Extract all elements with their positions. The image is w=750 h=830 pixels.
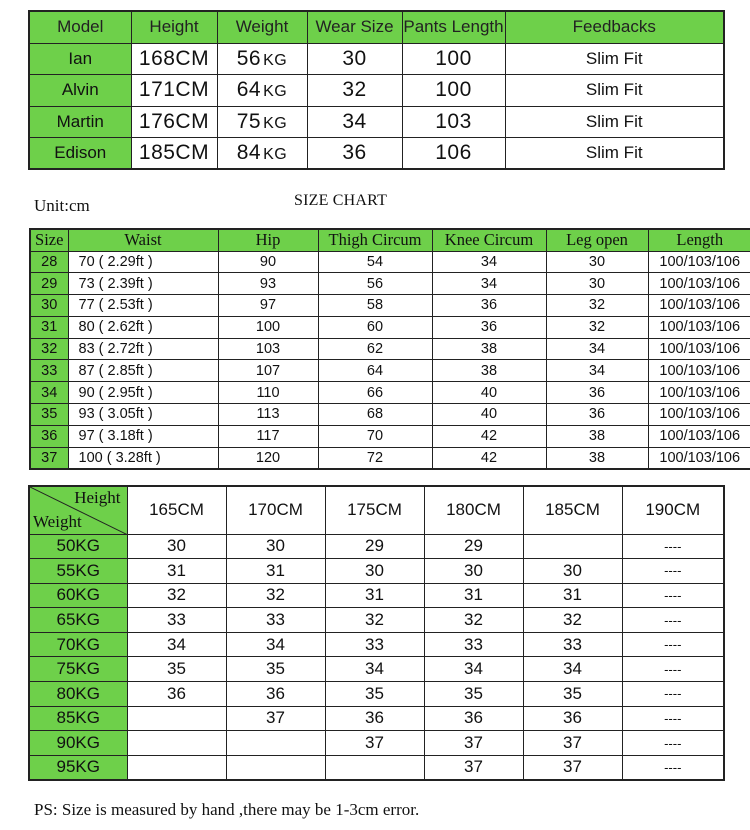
- weight-value: 75: [236, 109, 262, 133]
- size-cell-thigh-circum: 54: [318, 251, 432, 273]
- size-cell-length: 100/103/106: [648, 273, 750, 295]
- size-cell-size: 30: [30, 295, 68, 317]
- recommended-size-cell: [127, 706, 226, 731]
- header-pants-length: Pants Length: [402, 11, 505, 43]
- size-row: [30, 425, 750, 447]
- recommended-size-cell: [523, 534, 622, 559]
- size-chart-header-row: [30, 229, 750, 251]
- weight-label: 80KG: [29, 682, 127, 707]
- size-cell-waist: 77 ( 2.53ft ): [68, 295, 218, 317]
- recommended-size-cell: 37: [325, 731, 424, 756]
- size-cell-knee-circum: 40: [432, 404, 546, 426]
- model-reference-table: [28, 10, 725, 170]
- weight-label: 95KG: [29, 755, 127, 780]
- weight-row: [29, 755, 724, 780]
- recommended-size-cell: [226, 755, 325, 780]
- recommended-size-cell: 35: [226, 657, 325, 682]
- size-cell-hip: 110: [218, 382, 318, 404]
- size-cell-leg-open: 34: [546, 360, 648, 382]
- weight-label: 55KG: [29, 559, 127, 584]
- header-leg-open: Leg open: [546, 229, 648, 251]
- corner-cell: [29, 486, 127, 534]
- size-cell-size: 31: [30, 316, 68, 338]
- model-pants-length: 100: [402, 43, 505, 75]
- recommended-size-cell: 32: [523, 608, 622, 633]
- size-cell-thigh-circum: 68: [318, 404, 432, 426]
- weight-row: [29, 608, 724, 633]
- size-cell-knee-circum: 36: [432, 295, 546, 317]
- size-row: [30, 404, 750, 426]
- header-height: Height: [131, 11, 217, 43]
- header-knee-circum: Knee Circum: [432, 229, 546, 251]
- size-cell-knee-circum: 34: [432, 251, 546, 273]
- model-wear-size: 34: [307, 106, 402, 138]
- size-cell-thigh-circum: 56: [318, 273, 432, 295]
- weight-unit: KG: [263, 83, 288, 101]
- size-cell-length: 100/103/106: [648, 425, 750, 447]
- recommended-size-cell: [226, 731, 325, 756]
- model-row-ian: [29, 43, 724, 75]
- size-row: [30, 316, 750, 338]
- weight-value: 64: [236, 78, 262, 102]
- weight-label: 85KG: [29, 706, 127, 731]
- size-cell-hip: 107: [218, 360, 318, 382]
- size-cell-size: 35: [30, 404, 68, 426]
- size-chart-title: SIZE CHART: [294, 192, 388, 209]
- model-table-header-row: [29, 11, 724, 43]
- size-cell-waist: 97 ( 3.18ft ): [68, 425, 218, 447]
- size-cell-waist: 90 ( 2.95ft ): [68, 382, 218, 404]
- model-pants-length: 100: [402, 75, 505, 107]
- model-pants-length: 106: [402, 138, 505, 170]
- size-cell-leg-open: 30: [546, 251, 648, 273]
- size-cell-knee-circum: 42: [432, 425, 546, 447]
- model-wear-size: 32: [307, 75, 402, 107]
- size-cell-size: 29: [30, 273, 68, 295]
- size-cell-knee-circum: 34: [432, 273, 546, 295]
- size-cell-waist: 80 ( 2.62ft ): [68, 316, 218, 338]
- recommended-size-cell: ----: [622, 755, 724, 780]
- recommended-size-cell: ----: [622, 534, 724, 559]
- header-height-175: 175CM: [325, 486, 424, 534]
- recommended-size-cell: ----: [622, 682, 724, 707]
- size-cell-hip: 120: [218, 447, 318, 469]
- model-feedback: Slim Fit: [505, 75, 724, 107]
- recommended-size-cell: 34: [424, 657, 523, 682]
- header-size: Size: [30, 229, 68, 251]
- weight-label: 65KG: [29, 608, 127, 633]
- recommended-size-cell: 36: [523, 706, 622, 731]
- weight-label: 50KG: [29, 534, 127, 559]
- footnote: PS: Size is measured by hand ,there may be 1-3cm error.: [34, 800, 420, 819]
- recommended-size-cell: ----: [622, 731, 724, 756]
- recommended-size-cell: 31: [127, 559, 226, 584]
- size-cell-hip: 97: [218, 295, 318, 317]
- recommended-size-cell: 35: [424, 682, 523, 707]
- size-cell-length: 100/103/106: [648, 360, 750, 382]
- model-weight: [217, 43, 307, 75]
- size-cell-waist: 73 ( 2.39ft ): [68, 273, 218, 295]
- recommended-size-cell: ----: [622, 657, 724, 682]
- recommended-size-cell: 30: [226, 534, 325, 559]
- size-cell-leg-open: 32: [546, 316, 648, 338]
- size-cell-length: 100/103/106: [648, 316, 750, 338]
- recommended-size-cell: 37: [523, 755, 622, 780]
- recommended-size-cell: 35: [127, 657, 226, 682]
- weight-row: [29, 706, 724, 731]
- weight-unit: KG: [263, 146, 288, 163]
- recommended-size-cell: 33: [127, 608, 226, 633]
- recommended-size-cell: 32: [424, 608, 523, 633]
- size-cell-hip: 90: [218, 251, 318, 273]
- size-cell-thigh-circum: 66: [318, 382, 432, 404]
- header-wear-size: Wear Size: [307, 11, 402, 43]
- recommended-size-cell: 33: [424, 632, 523, 657]
- size-row: [30, 273, 750, 295]
- size-cell-length: 100/103/106: [648, 295, 750, 317]
- size-cell-waist: 83 ( 2.72ft ): [68, 338, 218, 360]
- size-cell-thigh-circum: 62: [318, 338, 432, 360]
- model-wear-size: 30: [307, 43, 402, 75]
- size-cell-waist: 70 ( 2.29ft ): [68, 251, 218, 273]
- recommended-size-cell: [325, 755, 424, 780]
- size-cell-length: 100/103/106: [648, 382, 750, 404]
- size-cell-leg-open: 30: [546, 273, 648, 295]
- size-cell-thigh-circum: 72: [318, 447, 432, 469]
- size-cell-leg-open: 36: [546, 404, 648, 426]
- weight-row: [29, 534, 724, 559]
- recommended-size-cell: ----: [622, 608, 724, 633]
- weight-height-header-row: [29, 486, 724, 534]
- size-row: [30, 360, 750, 382]
- model-height: 176CM: [131, 106, 217, 138]
- recommended-size-cell: 36: [325, 706, 424, 731]
- size-row: [30, 382, 750, 404]
- weight-row: [29, 583, 724, 608]
- unit-label: Unit:cm: [34, 196, 90, 215]
- model-height: 171CM: [131, 75, 217, 107]
- size-row: [30, 295, 750, 317]
- recommended-size-cell: [127, 731, 226, 756]
- recommended-size-cell: [127, 755, 226, 780]
- recommended-size-cell: 31: [523, 583, 622, 608]
- size-cell-hip: 103: [218, 338, 318, 360]
- size-cell-hip: 117: [218, 425, 318, 447]
- recommended-size-cell: 34: [226, 632, 325, 657]
- model-row-martin: [29, 106, 724, 138]
- recommended-size-cell: 34: [325, 657, 424, 682]
- corner-height-label: Height: [74, 488, 121, 507]
- recommended-size-cell: 30: [424, 559, 523, 584]
- size-cell-length: 100/103/106: [648, 404, 750, 426]
- recommended-size-cell: 29: [325, 534, 424, 559]
- weight-value: 84: [236, 141, 262, 164]
- header-height-180: 180CM: [424, 486, 523, 534]
- header-height-170: 170CM: [226, 486, 325, 534]
- weight-unit: KG: [263, 51, 288, 69]
- recommended-size-cell: 37: [226, 706, 325, 731]
- recommended-size-cell: 36: [424, 706, 523, 731]
- header-weight: Weight: [217, 11, 307, 43]
- size-cell-size: 28: [30, 251, 68, 273]
- header-feedbacks: Feedbacks: [505, 11, 724, 43]
- recommended-size-cell: ----: [622, 583, 724, 608]
- recommended-size-cell: 36: [226, 682, 325, 707]
- model-height: 168CM: [131, 43, 217, 75]
- weight-row: [29, 632, 724, 657]
- size-cell-length: 100/103/106: [648, 447, 750, 469]
- recommended-size-cell: 36: [127, 682, 226, 707]
- size-cell-leg-open: 36: [546, 382, 648, 404]
- recommended-size-cell: 31: [325, 583, 424, 608]
- size-cell-thigh-circum: 58: [318, 295, 432, 317]
- size-cell-hip: 100: [218, 316, 318, 338]
- size-cell-knee-circum: 38: [432, 338, 546, 360]
- header-model: Model: [29, 11, 131, 43]
- model-name: Edison: [29, 138, 131, 170]
- size-cell-leg-open: 38: [546, 447, 648, 469]
- size-cell-knee-circum: 38: [432, 360, 546, 382]
- size-cell-knee-circum: 42: [432, 447, 546, 469]
- size-cell-thigh-circum: 64: [318, 360, 432, 382]
- size-cell-hip: 113: [218, 404, 318, 426]
- recommended-size-cell: 30: [325, 559, 424, 584]
- recommended-size-cell: 30: [523, 559, 622, 584]
- size-cell-size: 32: [30, 338, 68, 360]
- model-height: 185CM: [131, 138, 217, 170]
- model-weight: [217, 106, 307, 138]
- weight-label: 70KG: [29, 632, 127, 657]
- size-cell-thigh-circum: 70: [318, 425, 432, 447]
- size-chart-table: [29, 228, 750, 470]
- size-cell-waist: 100 ( 3.28ft ): [68, 447, 218, 469]
- header-waist: Waist: [68, 229, 218, 251]
- corner-weight-label: Weight: [33, 511, 82, 531]
- size-cell-size: 36: [30, 425, 68, 447]
- size-cell-waist: 87 ( 2.85ft ): [68, 360, 218, 382]
- model-name: Alvin: [29, 75, 131, 107]
- recommended-size-cell: 37: [424, 731, 523, 756]
- header-height-165: 165CM: [127, 486, 226, 534]
- recommended-size-cell: 35: [325, 682, 424, 707]
- model-feedback: Slim Fit: [505, 106, 724, 138]
- header-height-185: 185CM: [523, 486, 622, 534]
- model-weight: [217, 138, 307, 170]
- recommended-size-cell: 32: [127, 583, 226, 608]
- weight-unit: KG: [263, 114, 288, 132]
- model-row-edison: [29, 138, 724, 170]
- size-cell-size: 34: [30, 382, 68, 404]
- recommended-size-cell: 35: [523, 682, 622, 707]
- weight-row: [29, 657, 724, 682]
- recommended-size-cell: ----: [622, 706, 724, 731]
- recommended-size-cell: 31: [424, 583, 523, 608]
- size-cell-knee-circum: 36: [432, 316, 546, 338]
- weight-label: 60KG: [29, 583, 127, 608]
- model-weight: [217, 75, 307, 107]
- header-length: Length: [648, 229, 750, 251]
- weight-row: [29, 682, 724, 707]
- size-cell-knee-circum: 40: [432, 382, 546, 404]
- recommended-size-cell: 32: [226, 583, 325, 608]
- size-cell-size: 37: [30, 447, 68, 469]
- weight-label: 90KG: [29, 731, 127, 756]
- size-cell-length: 100/103/106: [648, 338, 750, 360]
- model-name: Ian: [29, 43, 131, 75]
- weight-row: [29, 559, 724, 584]
- recommended-size-cell: 34: [127, 632, 226, 657]
- size-cell-waist: 93 ( 3.05ft ): [68, 404, 218, 426]
- weight-row: [29, 731, 724, 756]
- recommended-size-cell: 37: [523, 731, 622, 756]
- header-hip: Hip: [218, 229, 318, 251]
- weight-height-body: [29, 534, 724, 780]
- recommended-size-cell: 32: [325, 608, 424, 633]
- recommended-size-cell: 33: [325, 632, 424, 657]
- recommended-size-cell: 33: [226, 608, 325, 633]
- size-cell-leg-open: 38: [546, 425, 648, 447]
- size-cell-length: 100/103/106: [648, 251, 750, 273]
- size-cell-leg-open: 34: [546, 338, 648, 360]
- model-row-alvin: [29, 75, 724, 107]
- model-name: Martin: [29, 106, 131, 138]
- size-row: [30, 447, 750, 469]
- size-chart-body: [30, 251, 750, 469]
- size-row: [30, 251, 750, 273]
- weight-height-table: [28, 485, 725, 781]
- size-cell-size: 33: [30, 360, 68, 382]
- recommended-size-cell: ----: [622, 559, 724, 584]
- model-wear-size: 36: [307, 138, 402, 170]
- size-cell-leg-open: 32: [546, 295, 648, 317]
- header-height-190: 190CM: [622, 486, 724, 534]
- size-cell-hip: 93: [218, 273, 318, 295]
- recommended-size-cell: 29: [424, 534, 523, 559]
- recommended-size-cell: 34: [523, 657, 622, 682]
- recommended-size-cell: 30: [127, 534, 226, 559]
- model-pants-length: 103: [402, 106, 505, 138]
- size-cell-thigh-circum: 60: [318, 316, 432, 338]
- recommended-size-cell: 33: [523, 632, 622, 657]
- header-thigh-circum: Thigh Circum: [318, 229, 432, 251]
- model-feedback: Slim Fit: [505, 43, 724, 75]
- recommended-size-cell: 31: [226, 559, 325, 584]
- weight-value: 56: [236, 46, 262, 70]
- recommended-size-cell: ----: [622, 632, 724, 657]
- model-feedback: Slim Fit: [505, 138, 724, 170]
- size-row: [30, 338, 750, 360]
- recommended-size-cell: 37: [424, 755, 523, 780]
- weight-label: 75KG: [29, 657, 127, 682]
